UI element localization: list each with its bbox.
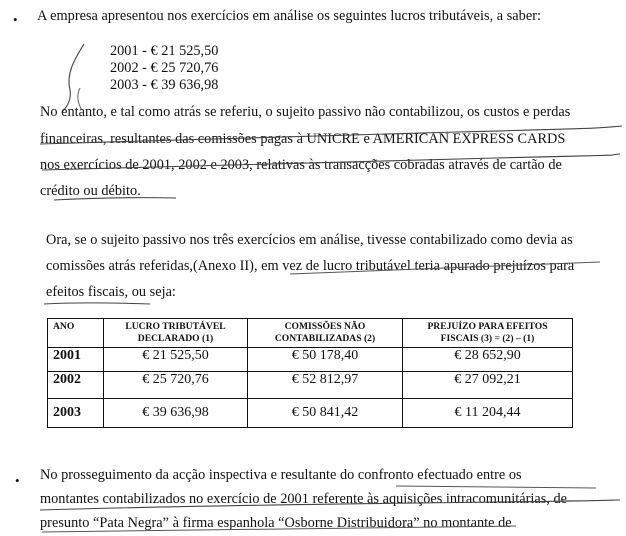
cell-comissoes: € 52 812,97 — [248, 372, 403, 399]
section2-line-1: No prosseguimento da acção inspectiva e resultante do confronto efectuado entre os — [40, 467, 522, 483]
handwritten-underlines-2 — [40, 248, 620, 310]
profits-list — [110, 43, 218, 94]
profit-2002: 2002 - € 25 720,76 — [110, 60, 219, 76]
para1-line-3: nos exercícios de 2001, 2002 e 2003, relativas às transacções cobradas através de cartão de — [40, 157, 562, 173]
profit-2001: 2001 - € 21 525,50 — [110, 43, 219, 59]
cell-comissoes: € 50 178,40 — [248, 348, 403, 372]
para1-line-2: financeiras, resultantes das comissões pagas à UNICRE e AMERICAN EXPRESS CARDS — [40, 131, 566, 147]
header-ano: ANO — [48, 319, 104, 348]
handwritten-underlines-1 — [36, 118, 626, 210]
cell-prejuizo: € 11 204,44 — [403, 399, 573, 428]
cell-ano: 2003 — [48, 399, 104, 428]
para1-line-1: No entanto, e tal como atrás se referiu, o sujeito passivo não contabilizou, os custos e perdas — [40, 104, 571, 120]
cell-comissoes: € 50 841,42 — [248, 399, 403, 428]
para2-line-1: Ora, se o sujeito passivo nos três exercícios em análise, tivesse contabilizado como devia as — [46, 232, 573, 248]
handwritten-underlines-3 — [36, 484, 626, 536]
cell-ano: 2002 — [48, 372, 104, 399]
para2-line-3: efeitos fiscais, ou seja: — [46, 284, 176, 300]
bullet-1: • — [13, 12, 18, 27]
cell-lucro: € 21 525,50 — [104, 348, 248, 372]
cell-ano: 2001 — [48, 348, 104, 372]
cell-prejuizo: € 28 652,90 — [403, 348, 573, 372]
profit-2003: 2003 - € 39 636,98 — [110, 77, 219, 93]
table-row — [48, 348, 573, 372]
header-comissoes: COMISSÕES NÃO CONTABILIZADAS (2) — [248, 319, 403, 348]
table-header-row — [48, 319, 573, 348]
cell-prejuizo: € 27 092,21 — [403, 372, 573, 399]
profit-loss-table — [47, 318, 573, 428]
cell-lucro: € 25 720,76 — [104, 372, 248, 399]
table-row — [48, 372, 573, 399]
intro-text: A empresa apresentou nos exercícios em análise os seguintes lucros tributáveis, a saber: — [37, 8, 541, 24]
section2-line-3: presunto “Pata Negra” à firma espanhola “Osborne Distribuidora” no montante de — [40, 515, 512, 531]
cell-lucro: € 39 636,98 — [104, 399, 248, 428]
table-row — [48, 399, 573, 428]
header-prejuizo: PREJUÍZO PARA EFEITOS FISCAIS (3) = (2) – (1) — [403, 319, 573, 348]
header-lucro: LUCRO TRIBUTÁVEL DECLARADO (1) — [104, 319, 248, 348]
bullet-2: • — [15, 473, 20, 488]
para2-line-2: comissões atrás referidas,(Anexo II), em vez de lucro tributável teria apurado prejuízos para — [46, 258, 575, 274]
para1-line-4: crédito ou débito. — [40, 183, 141, 199]
section2-line-2: montantes contabilizados no exercício de 2001 referente às aquisições intracomunitárias, de — [40, 491, 568, 507]
